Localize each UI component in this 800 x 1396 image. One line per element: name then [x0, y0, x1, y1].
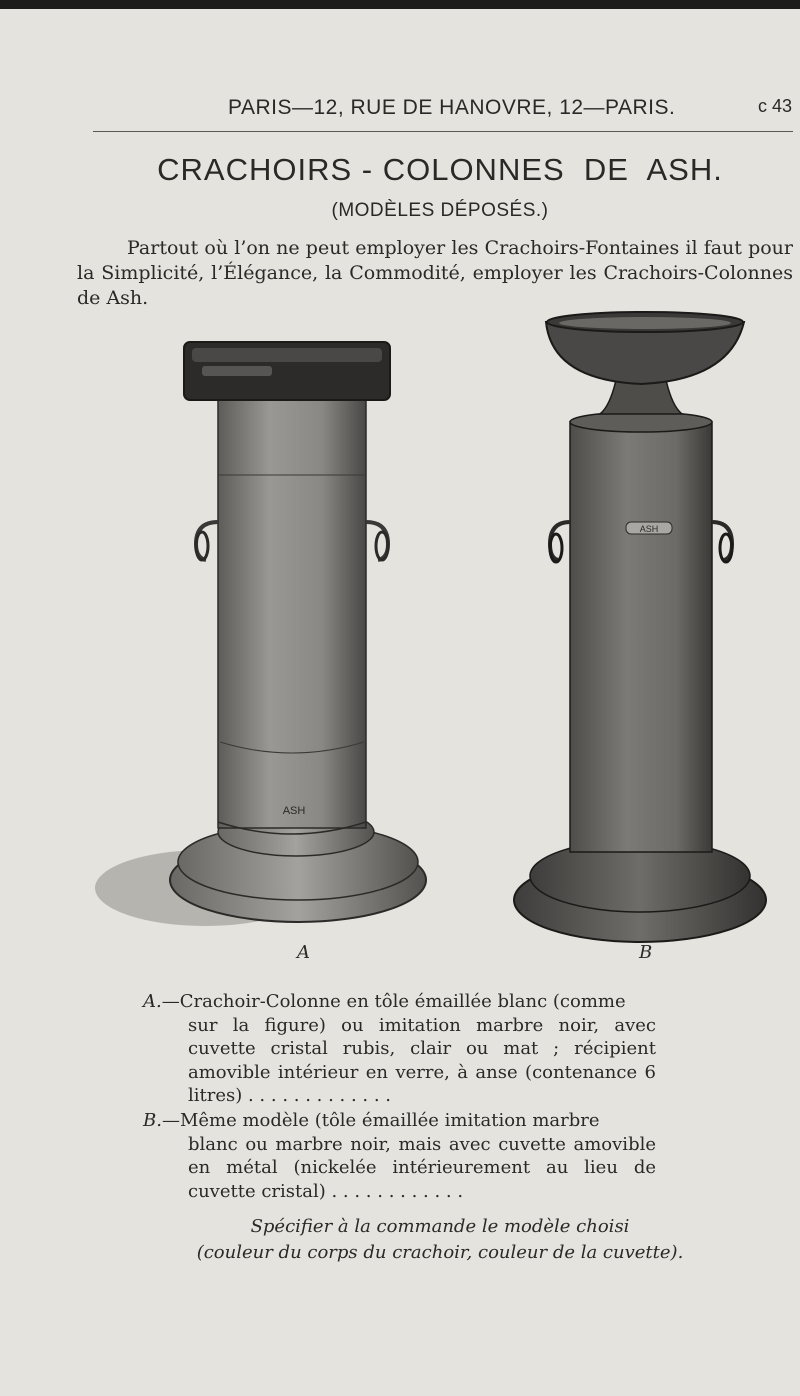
product-illustration — [90, 310, 780, 954]
spittoon-columns-engraving — [90, 310, 780, 950]
item-a-letter: A. — [143, 991, 162, 1012]
page-top-edge — [0, 0, 800, 9]
intro-paragraph: Partout où l’on ne peut employer les Crachoirs-Fontaines il faut pour la Simplicité, l’Élégance, la Commodité, employer les Crachoirs-Colonnes de Ash. — [77, 237, 793, 309]
item-b-first-line: —Même modèle (tôle émaillée imitation marbre — [161, 1110, 600, 1131]
item-b-letter: B. — [143, 1110, 162, 1131]
column-a-mark: ASH — [282, 805, 306, 817]
column-a — [95, 342, 426, 926]
header-rule — [93, 131, 793, 132]
column-b-mark: ASH — [639, 524, 659, 534]
order-note-line-2: (couleur du corps du crachoir, couleur de la cuvette). — [196, 1242, 684, 1263]
figure-label-b: B — [639, 942, 653, 963]
item-b — [143, 1109, 656, 1203]
item-a-first-line: —Crachoir-Colonne en tôle émaillée blanc (comme — [161, 991, 626, 1012]
running-head — [0, 96, 800, 126]
page-subtitle: (MODÈLES DÉPOSÉS.) — [331, 200, 549, 221]
order-note-line-1: Spécifier à la commande le modèle choisi — [250, 1216, 630, 1237]
page-title: CRACHOIRS - COLONNES DE ASH. — [157, 152, 723, 187]
item-b-description: blanc ou marbre noir, mais avec cuvette amovible en métal (nickelée intérieurement au lieu de cuvette cristal) . . . . . . . . . . . . — [188, 1133, 656, 1202]
page-number: c 43 — [757, 96, 792, 116]
item-a-description: sur la figure) ou imitation marbre noir, avec cuvette cristal rubis, clair ou mat ; récipient amovible intérieur en verre, à anse (contenance 6 litres) . . . . . . . . . . . . . — [188, 1014, 656, 1106]
column-b — [514, 312, 766, 942]
figure-label-a: A — [297, 942, 310, 963]
item-a — [143, 990, 656, 1108]
running-title: PARIS—12, RUE DE HANOVRE, 12—PARIS. — [228, 96, 676, 119]
